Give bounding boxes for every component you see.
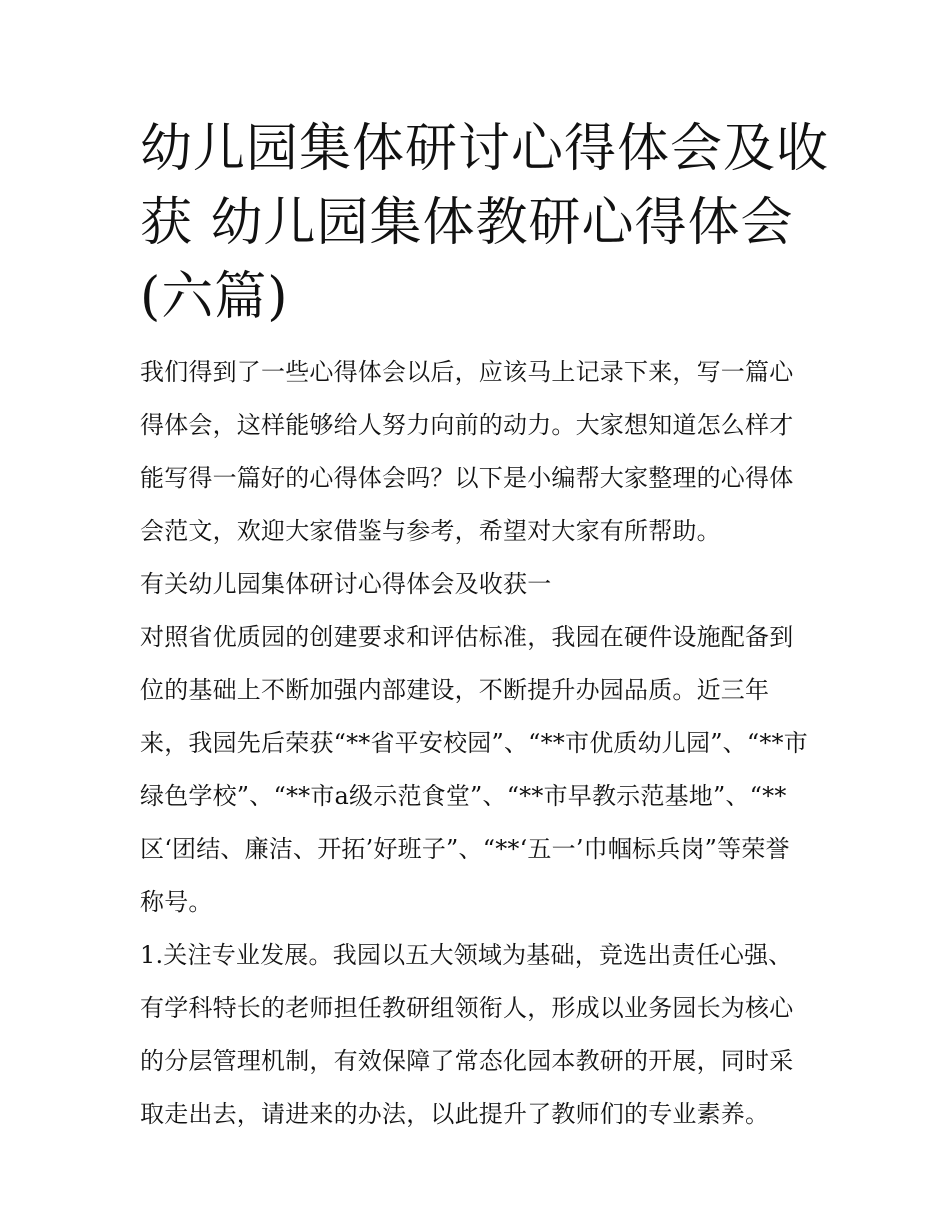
section-heading-text: 有关幼儿园集体研讨心得体会及收获一 [140, 570, 552, 598]
text-line: 来，我园先后荣获“**省平安校园”、“**市优质幼儿园”、“**市 [140, 729, 808, 757]
body-paragraph-2 [140, 929, 812, 1141]
text-line: 能写得一篇好的心得体会吗？以下是小编帮大家整理的心得体 [140, 464, 794, 492]
text-line: 得体会，这样能够给人努力向前的动力。大家想知道怎么样才 [140, 411, 794, 439]
title-line: (六篇) [140, 267, 289, 327]
text-line: 有学科特长的老师担任教研组领衔人，形成以业务园长为核心 [140, 994, 794, 1022]
text-line: 区‘团结、廉洁、开拓’好班子”、“**‘五一’巾帼标兵岗”等荣誉 [140, 835, 790, 863]
text-line: 位的基础上不断加强内部建设，不断提升办园品质。近三年 [140, 676, 770, 704]
text-line: 会范文，欢迎大家借鉴与参考，希望对大家有所帮助。 [140, 517, 721, 545]
text-line: 1.关注专业发展。我园以五大领域为基础，竞选出责任心强、 [140, 941, 793, 969]
document-page [140, 112, 830, 1141]
text-line: 取走出去，请进来的办法，以此提升了教师们的专业素养。 [140, 1100, 770, 1128]
text-line: 的分层管理机制，有效保障了常态化园本教研的开展，同时采 [140, 1047, 794, 1075]
text-line: 对照省优质园的创建要求和评估标准，我园在硬件设施配备到 [140, 623, 794, 651]
title-line: 幼儿园集体研讨心得体会及收 [140, 119, 830, 179]
intro-paragraph [140, 346, 812, 558]
text-line: 我们得到了一些心得体会以后，应该马上记录下来，写一篇心 [140, 358, 794, 386]
text-line: 绿色学校”、“**市a级示范食堂”、“**市早教示范基地”、“** [140, 782, 787, 810]
text-line: 称号。 [140, 888, 213, 916]
body-paragraph-1 [140, 611, 812, 929]
title-line: 获 幼儿园集体教研心得体会 [140, 193, 794, 253]
document-title [140, 112, 830, 334]
section-heading [140, 558, 812, 611]
